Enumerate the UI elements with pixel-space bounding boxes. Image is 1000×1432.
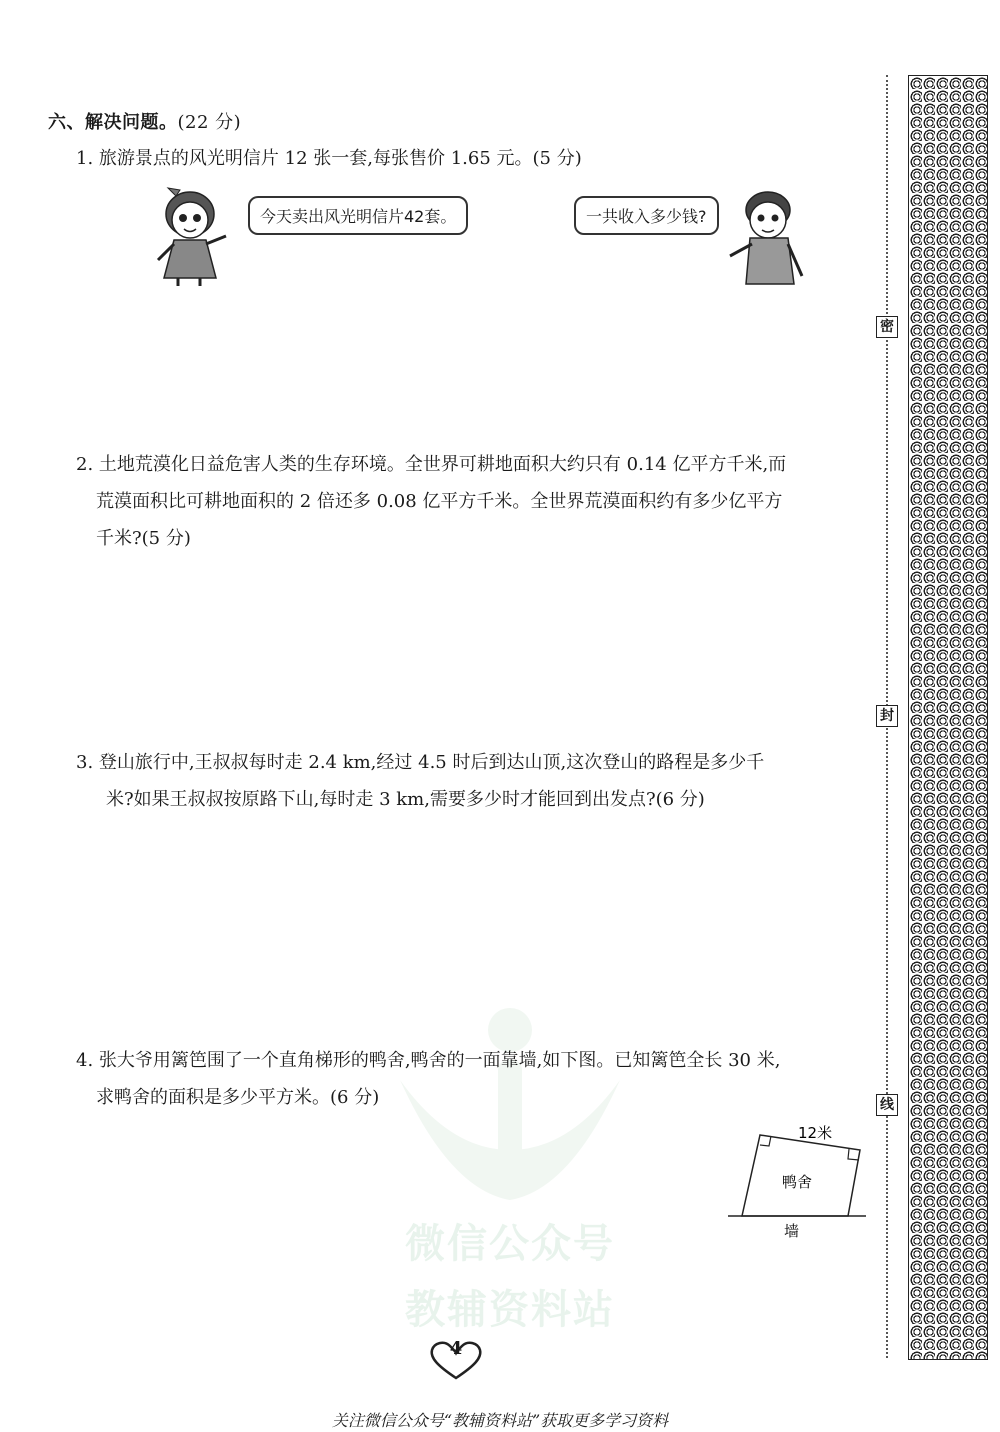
wall-label: 墙 (784, 1222, 800, 1240)
duck-shed-figure (720, 1115, 870, 1245)
top-length-label: 12米 (798, 1124, 833, 1142)
question-text-line-2: 求鸭舍的面积是多少平方米。(6 分) (96, 1087, 380, 1108)
page-number: 4 (449, 1338, 463, 1359)
section-title (48, 108, 241, 134)
question-text-line-3: 千米?(5 分) (96, 528, 191, 549)
girl-speech-text: 今天卖出风光明信片42套。 (260, 207, 457, 226)
question-text-line-1: 登山旅行中,王叔叔每时走 2.4 km,经过 4.5 时后到达山顶,这次登山的路程是多少千 (98, 752, 765, 773)
girl-speech-bubble (248, 196, 468, 235)
seal-mark-3: 线 (876, 1094, 898, 1116)
question-number: 4. (76, 1050, 94, 1071)
question-text-line-1: 张大爷用篱笆围了一个直角梯形的鸭舍,鸭舍的一面靠墙,如下图。已知篱笆全长 30 米, (98, 1050, 781, 1071)
question-number: 1. (76, 148, 94, 169)
question-text: 旅游景点的风光明信片 12 张一套,每张售价 1.65 元。(5 分) (98, 148, 582, 169)
question-number: 2. (76, 454, 94, 475)
boy-speech-bubble (574, 196, 719, 235)
right-angle-mark (848, 1149, 859, 1160)
footer-text: 关注微信公众号“教辅资料站”获取更多学习资料 (331, 1411, 669, 1430)
question-1 (76, 140, 866, 177)
question-4 (76, 1042, 866, 1116)
shed-label: 鸭舍 (782, 1173, 813, 1191)
boy-illustration (720, 180, 810, 288)
question-text-line-2: 荒漠面积比可耕地面积的 2 倍还多 0.08 亿平方千米。全世界荒漠面积约有多少亿平方 (96, 491, 783, 512)
question-number: 3. (76, 752, 94, 773)
question-text-line-2: 米?如果王叔叔按原路下山,每时走 3 km,需要多少时才能回到出发点?(6 分) (106, 789, 705, 810)
question-3 (76, 744, 866, 818)
section-score: (22 分) (177, 112, 242, 133)
seal-mark-1: 密 (876, 316, 898, 338)
watermark-text-1: 微信公众号 (405, 1221, 615, 1267)
seal-mark-2: 封 (876, 705, 898, 727)
watermark-text-2: 教辅资料站 (405, 1287, 615, 1333)
boy-speech-text: 一共收入多少钱? (586, 207, 707, 226)
right-angle-mark (760, 1136, 771, 1146)
question-text-line-1: 土地荒漠化日益危害人类的生存环境。全世界可耕地面积大约只有 0.14 亿平方千米,而 (98, 454, 787, 475)
question-2 (76, 446, 866, 557)
girl-illustration (150, 180, 250, 288)
section-title-text: 六、解决问题。 (48, 112, 178, 133)
decorative-pattern-strip (908, 75, 988, 1360)
